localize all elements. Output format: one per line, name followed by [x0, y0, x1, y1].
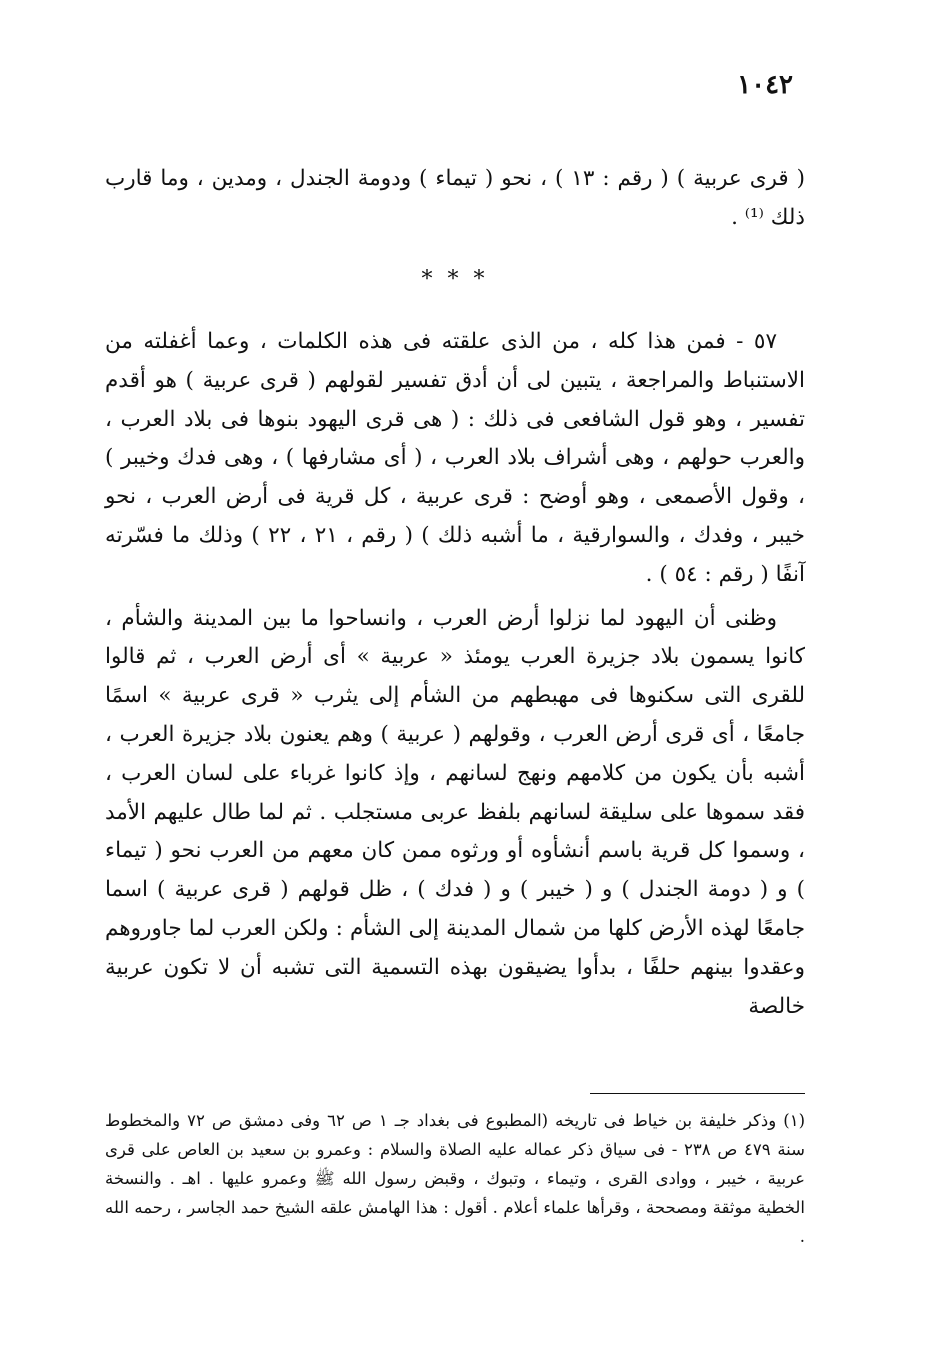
paragraph-57: ٥٧ - فمن هذا كله ، من الذى علقته فى هذه الكلمات ، وعما أغفلته من الاستنباط والمراجعة ، يتبين لى أن أدق تفسير لقولهم ( قرى عربية ) هو أقدم تفسير ، وهو قول الشافعى فى ذلك : ( هى قرى اليهود بنوها فى بلاد العرب ، والعرب حولهم ، وهى أشراف بلاد العرب ، ( أى مشارفها ) ، وهى فدك وخيبر ) ، وقول الأصمعى ، وهو أوضح : قرى عربية ، كل قرية فى أرض العرب ، نحو خيبر ، وفدك ، والسوارقية ، ما أشبه ذلك ) ( رقم ، ٢١ ، ٢٢ ) وذلك ما فسّرته آنفًا ( رقم : ٥٤ ) . — [105, 329, 805, 587]
document-page — [105, 0, 805, 1355]
footnotes — [105, 1106, 805, 1251]
footnote-1: (١) وذكر خليفة بن خياط فى تاريخه (المطبوع فى بغداد جـ ١ ص ٦٢ وفى دمشق ص ٧٢ والمخطوط سنة ٤٧٩ ص ٢٣٨ - فى سياق ذكر عماله عليه الصلاة والسلام : وعمرو بن سعيد بن العاص على قرى عربية ، خيبر ، ووادى القرى ، وتيماء ، وتبوك ، وقبض رسول الله ﷺ وعمرو عليها . اهـ . والنسخة الخطية موثقة ومصححة ، وقرأها علماء أعلام . أقول : هذا الهامش علقه الشيخ حمد الجاسر ، رحمه الله . — [105, 1111, 805, 1246]
intro-paragraph: ( قرى عربية ) ( رقم : ١٣ ) ، نحو ( تيماء ) ودومة الجندل ، ومدين ، وما قارب ذلك ⁽¹⁾ . — [105, 166, 805, 230]
intro-block — [105, 160, 805, 238]
section-separator: * * * — [421, 267, 489, 292]
main-text — [105, 323, 805, 1026]
footnote-divider — [590, 1093, 805, 1094]
paragraph-opinion: وظنى أن اليهود لما نزلوا أرض العرب ، وانساحوا ما بين المدينة والشأم ، كانوا يسمون بلاد جزيرة العرب يومئذ « عربية » أى أرض العرب ، ثم قالوا للقرى التى سكنوها فى مهبطهم من الشأم إلى يثرب « قرى عربية » اسمًا جامعًا ، أى قرى أرض العرب ، وقولهم ( عربية ) وهم يعنون بلاد جزيرة العرب ، أشبه بأن يكون من كلامهم ونهج لسانهم ، وإذ كانوا غرباء على لسان العرب ، فقد سموها على سليقة لسانهم بلفظ عربى مستجلب . ثم لما طال عليهم الأمد ، وسموا كل قرية باسم أنشأوه أو ورثوه ممن كان معهم من العرب نحو ( تيماء ) و ( دومة الجندل ) و ( خيبر ) و ( فدك ) ، ظل قولهم ( قرى عربية ) اسما جامعًا لهذه الأرض كلها من شمال المدينة إلى الشأم : ولكن العرب لما جاوروهم وعقدوا بينهم حلفًا ، بدأوا يضيقون بهذه التسمية التى تشبه أن لا تكون عربية خالصة — [105, 605, 805, 1019]
page-number: ١٠٤٢ — [737, 70, 793, 100]
